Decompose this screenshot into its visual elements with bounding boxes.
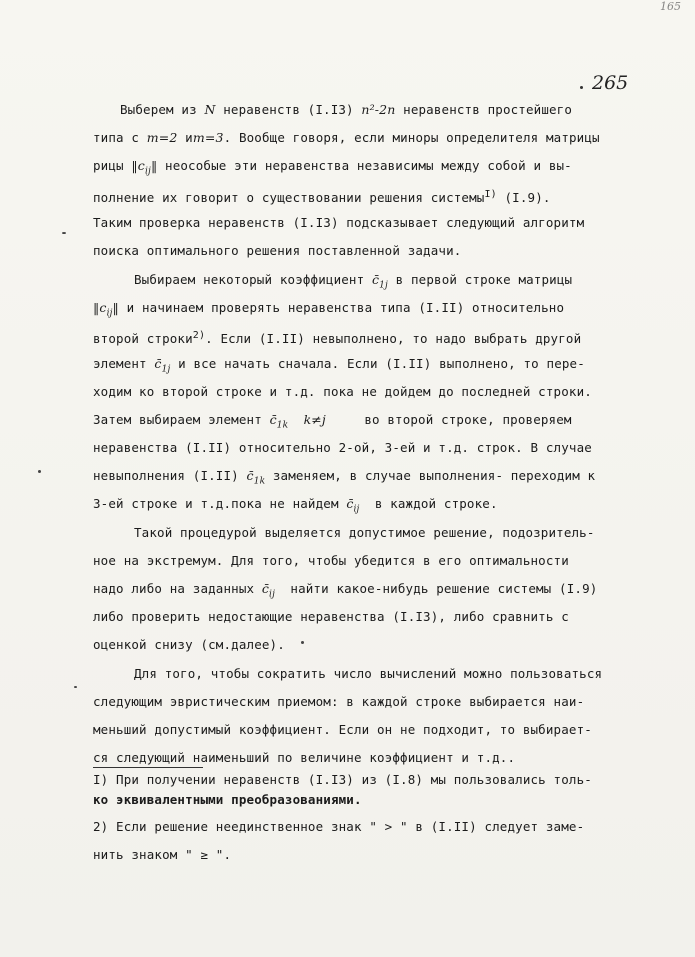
footnote-ref-2: 2)	[192, 330, 206, 341]
p3-line-2: ное на экстремум. Для того, чтобы убедится в его оптимальности	[93, 553, 569, 568]
p2-line-5: ходим ко второй строке и т.д. пока не дойдем до последней строки.	[93, 384, 592, 399]
p3-line-3: надо либо на заданных $c̄_{ij}$ найти какое-нибудь решение системы (I.9)	[93, 581, 598, 600]
corner-mark: 165	[660, 0, 681, 13]
p1-line-5: Таким проверка неравенств (I.I3) подсказывает следующий алгоритм	[93, 215, 585, 230]
p1-line-2: типа с m=2 иm=3. Вообще говоря, если миноры определителя матрицы	[93, 130, 600, 145]
footnote-2-line-1: 2) Если решение неединственное знак " > " в (I.II) следует заме-	[93, 819, 585, 834]
p2-line-1: Выбираем некоторый коэффициент $c̄_{1j}$ в первой строке матрицы	[134, 272, 573, 291]
p1-line-4: полнение их говорит о существовании решения системы$^{I)}$ (I.9).	[93, 189, 551, 205]
p4-line-3: меньший допустимый коэффициент. Если он не подходит, то выбирает-	[93, 722, 592, 737]
scan-speck	[62, 232, 66, 234]
symbol-n: N	[204, 102, 216, 117]
p3-line-5: оценкой снизу (см.далее).	[93, 637, 285, 652]
footnote-ref-1: I)	[484, 189, 497, 200]
p2-line-4: элемент $c̄_{1j}$ и все начать сначала. Если (I.II) выполнено, то пере-	[93, 356, 585, 375]
p4-line-4: ся следующий наименьший по величине коэффициент и т.д..	[93, 750, 516, 765]
footnote-1-line-2: ко эквивалентными преобразованиями.	[93, 792, 362, 807]
p2-line-6: Затем выбираем элемент $c̄_{1k}$ k≠j во второй строке, проверяем	[93, 412, 572, 431]
footnote-separator	[93, 767, 203, 768]
scan-speck	[301, 641, 304, 644]
p2-line-3: второй строки$^{2)}$. Если (I.II) невыполнено, то надо выбрать другой	[93, 330, 582, 346]
p2-line-8: невыполнения (I.II) $c̄_{1k}$ заменяем, в случае выполнения- переходим к	[93, 468, 596, 487]
scan-speck	[38, 470, 41, 473]
p1-line-1: Выберем из N неравенств (I.I3) n²-2n неравенств простейшего	[120, 102, 573, 117]
formula-n2-2n: n²-2n	[361, 102, 396, 117]
p1-line-3: рицы $‖c_{ij}‖$ неособые эти неравенства независимы между собой и вы-	[93, 158, 572, 177]
page-number: 265	[592, 72, 629, 94]
footnote-2-line-2: нить знаком " ≥ ".	[93, 847, 232, 862]
p2-line-9: 3-ей строке и т.д.пока не найдем $c̄_{ij}$ в каждой строке.	[93, 496, 498, 515]
p2-line-7: неравенства (I.II) относительно 2-ой, 3-ей и т.д. строк. В случае	[93, 440, 592, 455]
scan-speck	[74, 686, 77, 688]
p4-line-1: Для того, чтобы сократить число вычислений можно пользоваться	[134, 666, 603, 681]
p2-line-2: $‖c_{ij}‖$ и начинаем проверять неравенства типа (I.II) относительно	[93, 300, 565, 319]
p3-line-1: Такой процедурой выделяется допустимое решение, подозритель-	[134, 525, 595, 540]
matrix-cij: $‖c_{ij}‖$	[131, 158, 158, 177]
footnote-1-line-1: I) При получении неравенств (I.I3) из (I.8) мы пользовались толь-	[93, 772, 592, 787]
p1-line-6: поиска оптимального решения поставленной задачи.	[93, 243, 462, 258]
p3-line-4: либо проверить недостающие неравенства (I.I3), либо сравнить с	[93, 609, 569, 624]
p4-line-2: следующим эвристическим приемом: в каждой строке выбирается наи-	[93, 694, 585, 709]
